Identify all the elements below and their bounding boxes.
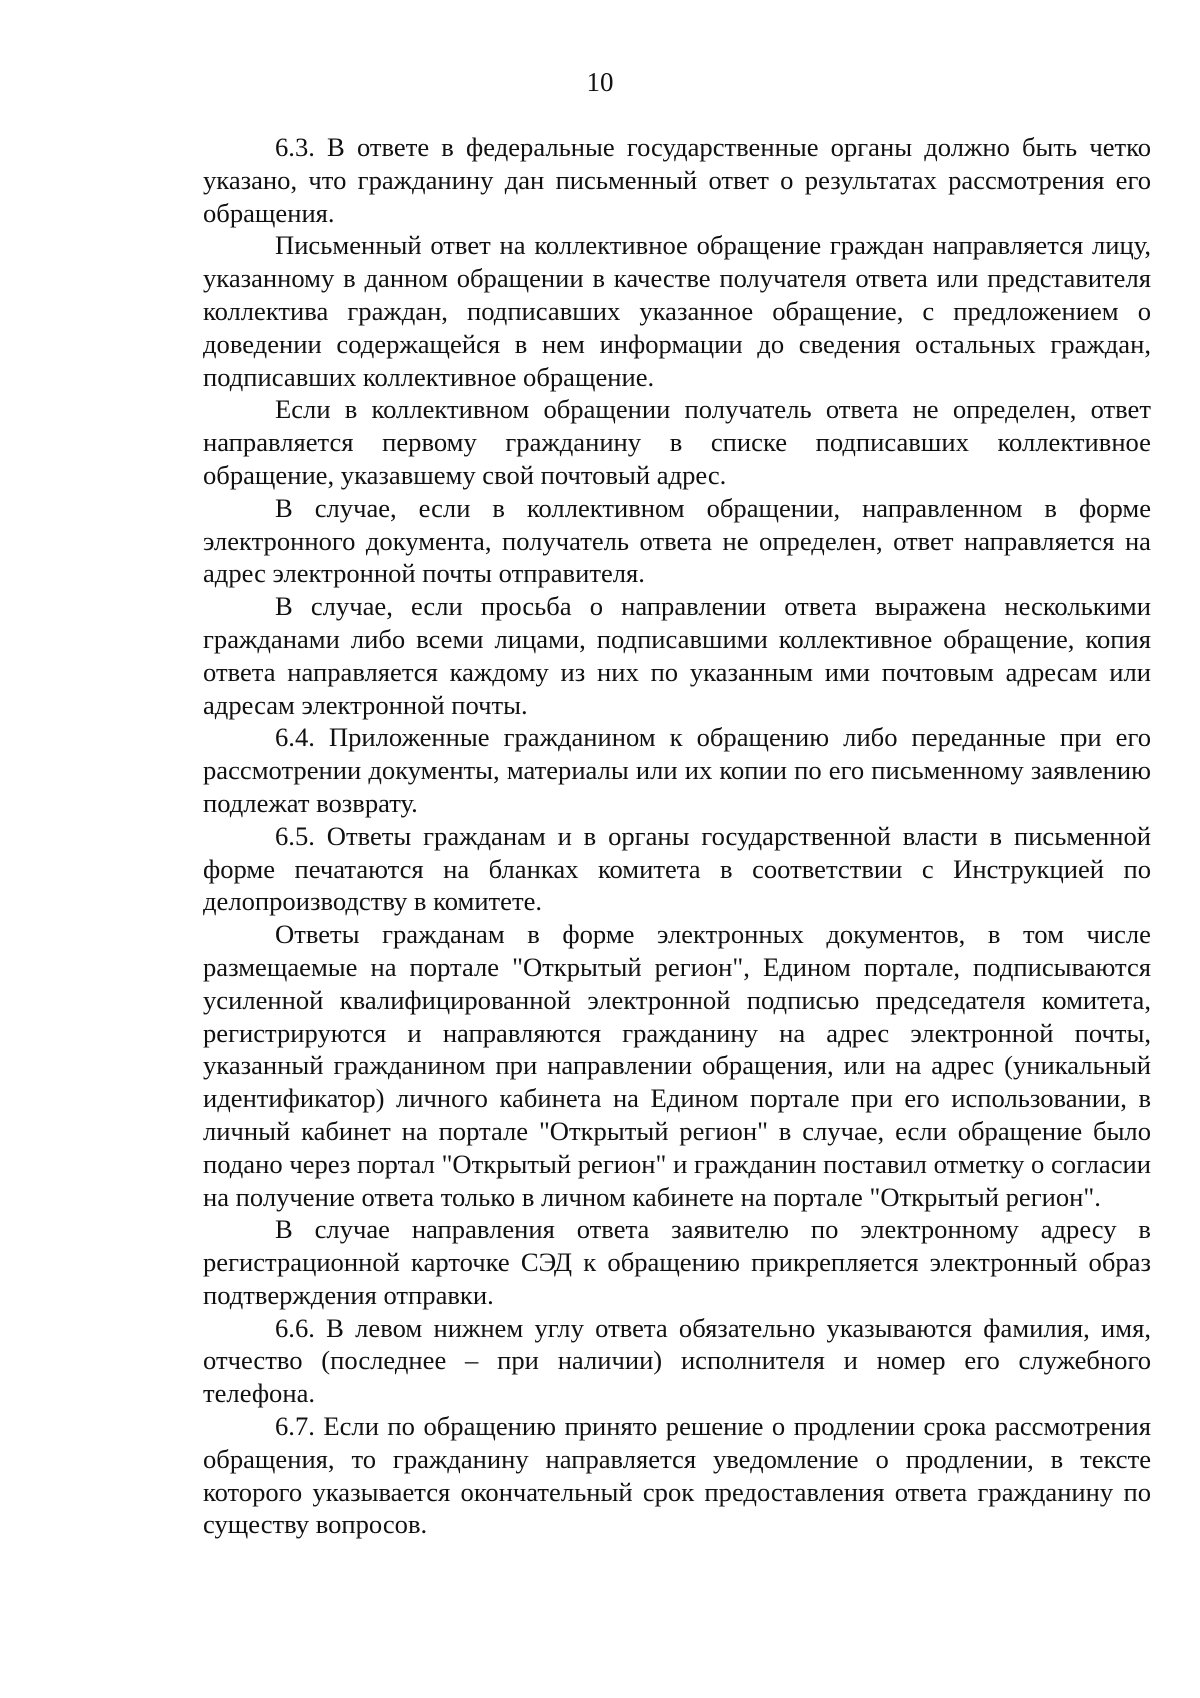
- paragraph-electronic-replies: Ответы гражданам в форме электронных документов, в том числе размещаемые на портале "Открытый регион", Едином портале, подписываются усиленной квалифицированной электронной подписью председателя комитета, регистрируются и направляются гражданину на адрес электронной почты, указанный гражданином при направлении обращения, или на адрес (уникальный идентификатор) личного кабинета на Едином портале при его использовании, в личный кабинет на портале "Открытый регион" в случае, если обращение было подано через портал "Открытый регион" и гражданин поставил отметку о согласии на получение ответа только в личном кабинете на портале "Открытый регион".: [203, 919, 1151, 1212]
- document-body: [203, 131, 1151, 1541]
- paragraph-first-citizen: Если в коллективном обращении получатель ответа не определен, ответ направляется первому гражданину в списке подписавших коллективное обращение, указавшему свой почтовый адрес.: [203, 394, 1151, 490]
- paragraph-collective-reply: Письменный ответ на коллективное обращение граждан направляется лицу, указанному в данном обращении в качестве получателя ответа или представителя коллектива граждан, подписавших указанное обращение, с предложением о доведении содержащейся в нем информации до сведения остальных граждан, подписавших коллективное обращение.: [203, 230, 1151, 392]
- paragraph-electronic-sender: В случае, если в коллективном обращении, направленном в форме электронного документа, получатель ответа не определен, ответ направляется на адрес электронной почты отправителя.: [203, 492, 1151, 589]
- paragraph-sed-card: В случае направления ответа заявителю по электронному адресу в регистрационной карточке СЭД к обращению прикрепляется электронный образ подтверждения отправки.: [203, 1214, 1151, 1310]
- paragraph-copies: В случае, если просьба о направлении ответа выражена несколькими гражданами либо всеми лицами, подписавшими коллективное обращение, копия ответа направляется каждому из них по указанным ими почтовым адресам или адресам электронной почты.: [203, 591, 1151, 720]
- paragraph-6-6: 6.6. В левом нижнем углу ответа обязательно указываются фамилия, имя, отчество (последнее – при наличии) исполнителя и номер его служебного телефона.: [203, 1312, 1151, 1409]
- paragraph-6-7: 6.7. Если по обращению принято решение о продлении срока рассмотрения обращения, то гражданину направляется уведомление о продлении, в тексте которого указывается окончательный срок предоставления ответа гражданину по существу вопросов.: [203, 1411, 1151, 1540]
- paragraph-6-3: 6.3. В ответе в федеральные государственные органы должно быть четко указано, что гражданину дан письменный ответ о результатах рассмотрения его обращения.: [203, 132, 1151, 228]
- paragraph-6-4: 6.4. Приложенные гражданином к обращению либо переданные при его рассмотрении документы, материалы или их копии по его письменному заявлению подлежат возврату.: [203, 722, 1151, 818]
- paragraph-6-5: 6.5. Ответы гражданам и в органы государственной власти в письменной форме печатаются на бланках комитета в соответствии с Инструкцией по делопроизводству в комитете.: [203, 820, 1151, 917]
- page-number: 10: [586, 67, 614, 97]
